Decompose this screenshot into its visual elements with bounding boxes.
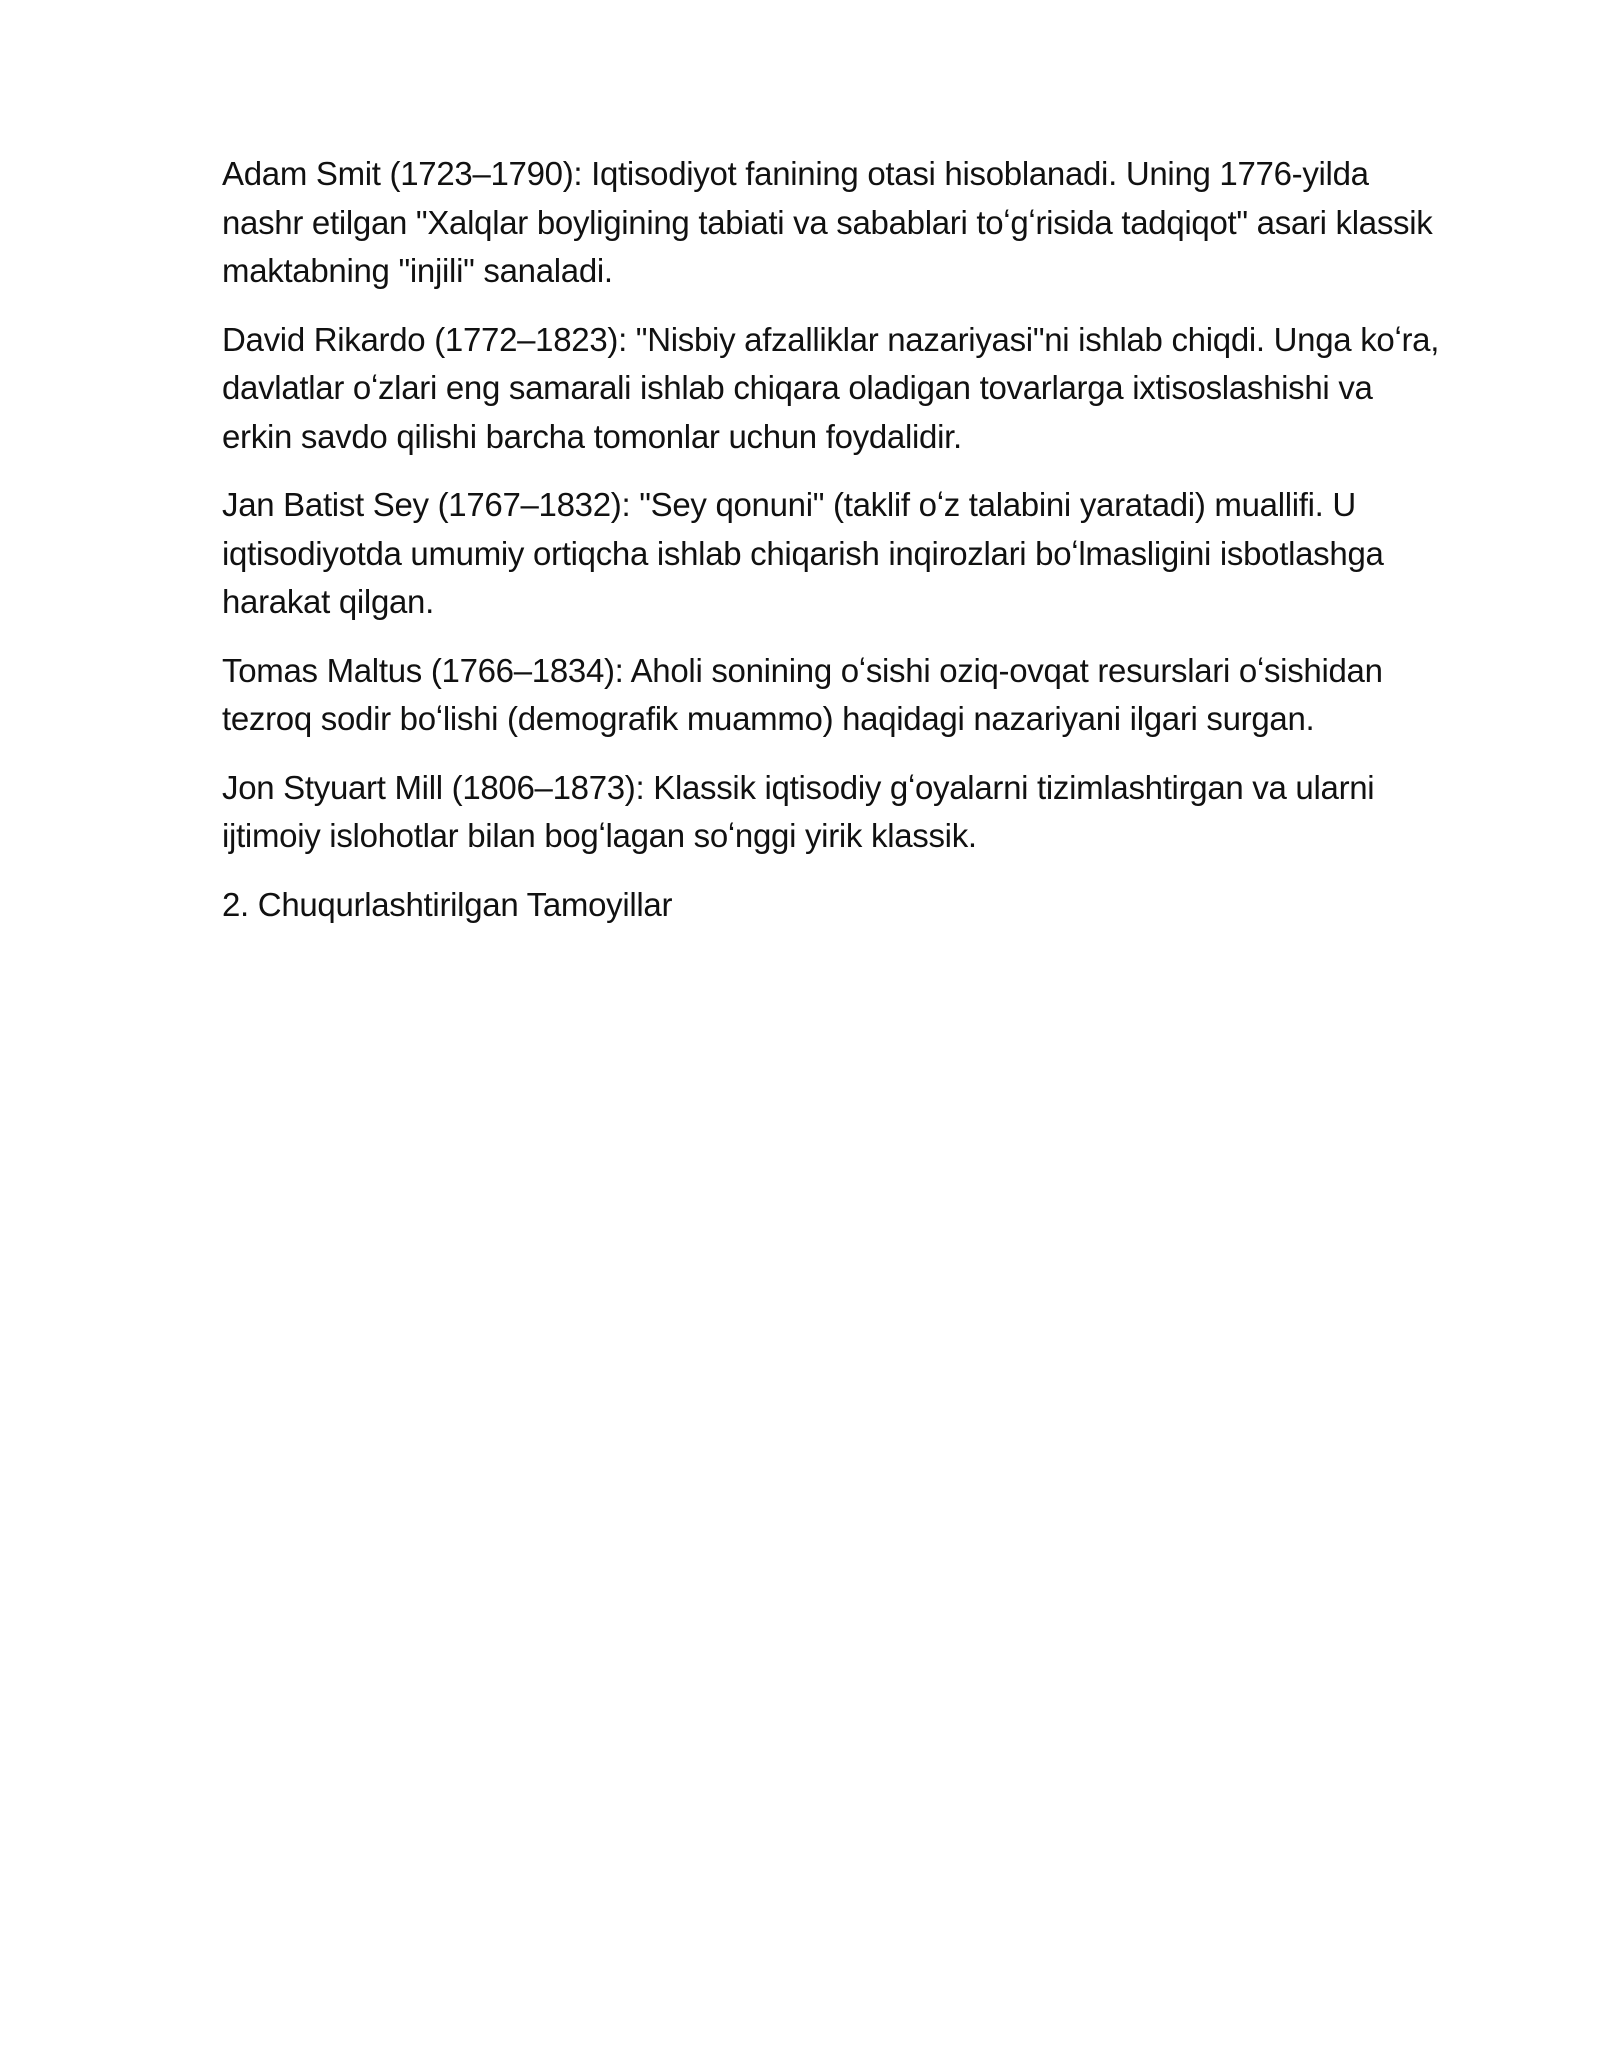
paragraph-jon-styuart-mill: Jon Styuart Mill (1806–1873): Klassik iqtisodiy gʻoyalarni tizimlashtirgan va ularni ijtimoiy islohotlar bilan bogʻlagan soʻnggi yirik klassik. (222, 768, 1375, 854)
paragraph-tomas-maltus: Tomas Maltus (1766–1834): Aholi sonining oʻsishi oziq-ovqat resurslari oʻsishidan tezroq sodir boʻlishi (demografik muammo) haqidagi nazariyani ilgari surgan. (222, 651, 1383, 737)
paragraph-jan-batist-sey: Jan Batist Sey (1767–1832): "Sey qonuni" (taklif oʻz talabini yaratadi) muallifi. U iqtisodiyotda umumiy ortiqcha ishlab chiqarish inqirozlari boʻlmasligini isbotlashga harakat qilgan. (222, 486, 1384, 620)
section-heading: 2. Chuqurlashtirilgan Tamoyillar (222, 885, 673, 923)
document-body (222, 150, 1442, 949)
paragraph-adam-smit: Adam Smit (1723–1790): Iqtisodiyot fanining otasi hisoblanadi. Uning 1776-yilda nashr etilgan "Xalqlar boyligining tabiati va sabablari toʻgʻrisida tadqiqot" asari klassik maktabning "injili" sanaladi. (222, 155, 1433, 289)
paragraph-david-rikardo: David Rikardo (1772–1823): "Nisbiy afzalliklar nazariyasi"ni ishlab chiqdi. Unga koʻra, davlatlar oʻzlari eng samarali ishlab chiqara oladigan tovarlarga ixtisoslashishi va erkin savdo qilishi barcha tomonlar uchun foydalidir. (222, 320, 1440, 455)
